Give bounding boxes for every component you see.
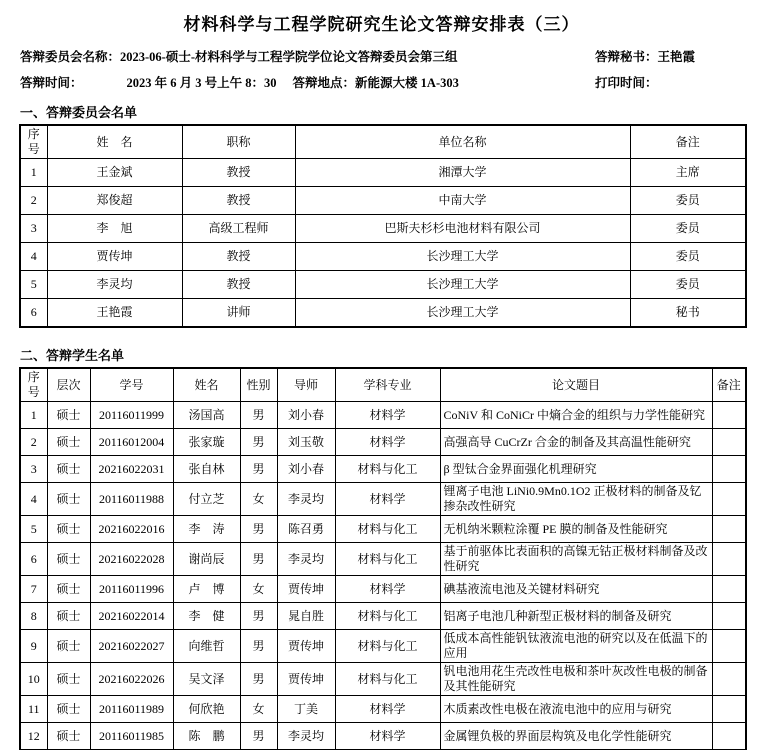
cell: 教授	[182, 159, 295, 187]
cell: 20116011999	[90, 402, 173, 429]
cell: 谢尚辰	[173, 543, 240, 576]
column-header: 序号	[20, 125, 47, 159]
table-row	[20, 243, 746, 271]
cell: 吴文泽	[173, 663, 240, 696]
cell: 1	[20, 159, 47, 187]
cell: 李灵均	[47, 271, 182, 299]
cell: 11	[20, 696, 47, 723]
cell: 20216022028	[90, 543, 173, 576]
cell: 付立芝	[173, 483, 240, 516]
cell: 贾传坤	[277, 630, 335, 663]
section-heading-committee: 一、答辩委员会名单	[20, 105, 138, 120]
table-row	[20, 299, 746, 328]
cell: 12	[20, 723, 47, 750]
committee-name-value: 2023-06-硕士-材料科学与工程学院学位论文答辩委员会第三组	[120, 50, 458, 64]
cell: 基于前驱体比表面积的高镍无钴正极材料制备及改性研究	[440, 543, 712, 576]
cell: 委员	[630, 215, 746, 243]
cell: 硕士	[47, 483, 90, 516]
table-row	[20, 429, 746, 456]
cell: 晁自胜	[277, 603, 335, 630]
cell: 刘玉敬	[277, 429, 335, 456]
section-heading-students: 二、答辩学生名单	[20, 348, 125, 363]
cell: 长沙理工大学	[295, 299, 630, 328]
cell: 硕士	[47, 696, 90, 723]
cell: 硕士	[47, 630, 90, 663]
cell: 铝离子电池几种新型正极材料的制备及研究	[440, 603, 712, 630]
cell: 2	[20, 429, 47, 456]
cell: 材料学	[335, 696, 440, 723]
cell: 贾传坤	[47, 243, 182, 271]
cell: 材料与化工	[335, 663, 440, 696]
cell: 男	[240, 630, 277, 663]
cell: 20216022026	[90, 663, 173, 696]
defense-time-label: 答辩时间：	[20, 76, 83, 90]
cell: 女	[240, 696, 277, 723]
cell: 教授	[182, 271, 295, 299]
secretary-field	[595, 50, 745, 64]
cell: 郑俊超	[47, 187, 182, 215]
secretary-label: 答辩秘书：	[595, 50, 658, 64]
cell: 女	[240, 576, 277, 603]
table-row	[20, 696, 746, 723]
cell: 陈召勇	[277, 516, 335, 543]
column-header: 学号	[90, 368, 173, 402]
cell: 卢 博	[173, 576, 240, 603]
cell: 高强高导 CuCrZr 合金的制备及其高温性能研究	[440, 429, 712, 456]
cell: 20116011985	[90, 723, 173, 750]
table-row	[20, 723, 746, 750]
column-header: 导师	[277, 368, 335, 402]
cell: 中南大学	[295, 187, 630, 215]
cell: 硕士	[47, 723, 90, 750]
cell: 主席	[630, 159, 746, 187]
cell: 李灵均	[277, 483, 335, 516]
cell: 20216022014	[90, 603, 173, 630]
cell: 向维哲	[173, 630, 240, 663]
cell: 张家璇	[173, 429, 240, 456]
table-row	[20, 456, 746, 483]
page-title: 材料科学与工程学院研究生论文答辩安排表（三）	[183, 15, 580, 34]
cell: 硕士	[47, 402, 90, 429]
cell: 材料学	[335, 576, 440, 603]
cell: 材料与化工	[335, 543, 440, 576]
cell: 刘小春	[277, 456, 335, 483]
cell: 2	[20, 187, 47, 215]
cell: 硕士	[47, 576, 90, 603]
cell: 委员	[630, 187, 746, 215]
table-row	[20, 576, 746, 603]
cell: 汤国高	[173, 402, 240, 429]
print-time-field	[595, 76, 745, 90]
defense-time-value: 2023 年 6 月 3 号上午 8：30	[126, 76, 277, 90]
cell: 高级工程师	[182, 215, 295, 243]
students-table	[19, 367, 747, 750]
cell: 委员	[630, 243, 746, 271]
table-row	[20, 603, 746, 630]
cell: 硕士	[47, 603, 90, 630]
cell: 5	[20, 271, 47, 299]
cell: 李 健	[173, 603, 240, 630]
cell: 丁美	[277, 696, 335, 723]
cell: 湘潭大学	[295, 159, 630, 187]
table-row	[20, 483, 746, 516]
committee-name-label: 答辩委员会名称：	[20, 50, 121, 64]
column-header: 学科专业	[335, 368, 440, 402]
table-row	[20, 215, 746, 243]
cell: 20216022031	[90, 456, 173, 483]
cell: 材料学	[335, 723, 440, 750]
defense-location-label: 答辩地点：	[292, 76, 356, 90]
defense-location-value: 新能源大楼 1A-303	[355, 76, 459, 90]
cell: 低成本高性能钒钛液流电池的研究以及在低温下的应用	[440, 630, 712, 663]
cell	[712, 630, 746, 663]
cell: 材料学	[335, 483, 440, 516]
table-row	[20, 271, 746, 299]
cell: 4	[20, 483, 47, 516]
cell: 陈 鹏	[173, 723, 240, 750]
cell: 贾传坤	[277, 663, 335, 696]
cell: 7	[20, 576, 47, 603]
cell: 硕士	[47, 663, 90, 696]
cell: 男	[240, 663, 277, 696]
cell	[712, 723, 746, 750]
cell: 6	[20, 299, 47, 328]
cell: 委员	[630, 271, 746, 299]
cell: 材料学	[335, 429, 440, 456]
cell: 贾传坤	[277, 576, 335, 603]
cell: 钒电池用花生壳改性电极和茶叶灰改性电极的制备及其性能研究	[440, 663, 712, 696]
cell: 4	[20, 243, 47, 271]
column-header: 姓名	[173, 368, 240, 402]
info-line-committee	[20, 50, 745, 64]
column-header: 论文题目	[440, 368, 712, 402]
cell: 男	[240, 543, 277, 576]
cell: 长沙理工大学	[295, 271, 630, 299]
column-header: 姓 名	[47, 125, 182, 159]
cell	[712, 603, 746, 630]
cell: 何欣艳	[173, 696, 240, 723]
cell	[712, 696, 746, 723]
cell: 男	[240, 456, 277, 483]
students-table-body	[20, 402, 746, 750]
cell	[712, 663, 746, 696]
cell: 20216022016	[90, 516, 173, 543]
cell: 巴斯夫杉杉电池材料有限公司	[295, 215, 630, 243]
committee-header-row	[20, 125, 746, 159]
students-header-row	[20, 368, 746, 402]
cell: 李 涛	[173, 516, 240, 543]
cell: 男	[240, 429, 277, 456]
cell: 刘小春	[277, 402, 335, 429]
cell: 材料学	[335, 402, 440, 429]
cell: 材料与化工	[335, 456, 440, 483]
cell: 长沙理工大学	[295, 243, 630, 271]
table-row	[20, 543, 746, 576]
column-header: 职称	[182, 125, 295, 159]
cell: 20116012004	[90, 429, 173, 456]
cell: 男	[240, 723, 277, 750]
cell	[712, 516, 746, 543]
column-header: 单位名称	[295, 125, 630, 159]
cell: 无机纳米颗粒涂覆 PE 膜的制备及性能研究	[440, 516, 712, 543]
cell: 碘基液流电池及关键材料研究	[440, 576, 712, 603]
cell: 3	[20, 215, 47, 243]
cell: 讲师	[182, 299, 295, 328]
cell: 材料与化工	[335, 603, 440, 630]
cell: 女	[240, 483, 277, 516]
cell: 硕士	[47, 456, 90, 483]
info-line-time	[20, 76, 745, 90]
cell	[712, 429, 746, 456]
cell	[712, 576, 746, 603]
cell: 1	[20, 402, 47, 429]
column-header: 备注	[712, 368, 746, 402]
cell: 男	[240, 402, 277, 429]
cell: 硕士	[47, 516, 90, 543]
table-row	[20, 516, 746, 543]
cell: 李灵均	[277, 723, 335, 750]
cell: β 型钛合金界面强化机理研究	[440, 456, 712, 483]
cell: 金属锂负极的界面层构筑及电化学性能研究	[440, 723, 712, 750]
secretary-value: 王艳霞	[657, 50, 696, 64]
cell: 3	[20, 456, 47, 483]
table-row	[20, 187, 746, 215]
cell: 8	[20, 603, 47, 630]
cell: 李 旭	[47, 215, 182, 243]
table-row	[20, 159, 746, 187]
cell: 王艳霞	[47, 299, 182, 328]
cell: 硕士	[47, 543, 90, 576]
cell: 锂离子电池 LiNi0.9Mn0.1O2 正极材料的制备及钇掺杂改性研究	[440, 483, 712, 516]
cell: 王金斌	[47, 159, 182, 187]
cell: 材料与化工	[335, 516, 440, 543]
cell: 20116011989	[90, 696, 173, 723]
column-header: 层次	[47, 368, 90, 402]
cell	[712, 543, 746, 576]
table-row	[20, 663, 746, 696]
cell: 教授	[182, 243, 295, 271]
cell: 男	[240, 603, 277, 630]
column-header: 序号	[20, 368, 47, 402]
cell: 材料与化工	[335, 630, 440, 663]
cell	[712, 456, 746, 483]
print-time-label: 打印时间：	[595, 76, 658, 90]
cell: CoNiV 和 CoNiCr 中熵合金的组织与力学性能研究	[440, 402, 712, 429]
cell	[712, 402, 746, 429]
cell: 20116011988	[90, 483, 173, 516]
cell: 教授	[182, 187, 295, 215]
cell: 9	[20, 630, 47, 663]
cell: 20216022027	[90, 630, 173, 663]
cell: 木质素改性电极在液流电池中的应用与研究	[440, 696, 712, 723]
cell: 张自林	[173, 456, 240, 483]
cell: 李灵均	[277, 543, 335, 576]
time-location-field	[20, 76, 595, 90]
cell: 秘书	[630, 299, 746, 328]
table-row	[20, 402, 746, 429]
committee-name-field	[20, 50, 595, 64]
column-header: 备注	[630, 125, 746, 159]
committee-table-body	[20, 159, 746, 328]
committee-table	[19, 124, 747, 328]
cell: 硕士	[47, 429, 90, 456]
cell: 男	[240, 516, 277, 543]
cell: 5	[20, 516, 47, 543]
table-row	[20, 630, 746, 663]
cell: 10	[20, 663, 47, 696]
cell: 6	[20, 543, 47, 576]
cell: 20116011996	[90, 576, 173, 603]
column-header: 性别	[240, 368, 277, 402]
cell	[712, 483, 746, 516]
